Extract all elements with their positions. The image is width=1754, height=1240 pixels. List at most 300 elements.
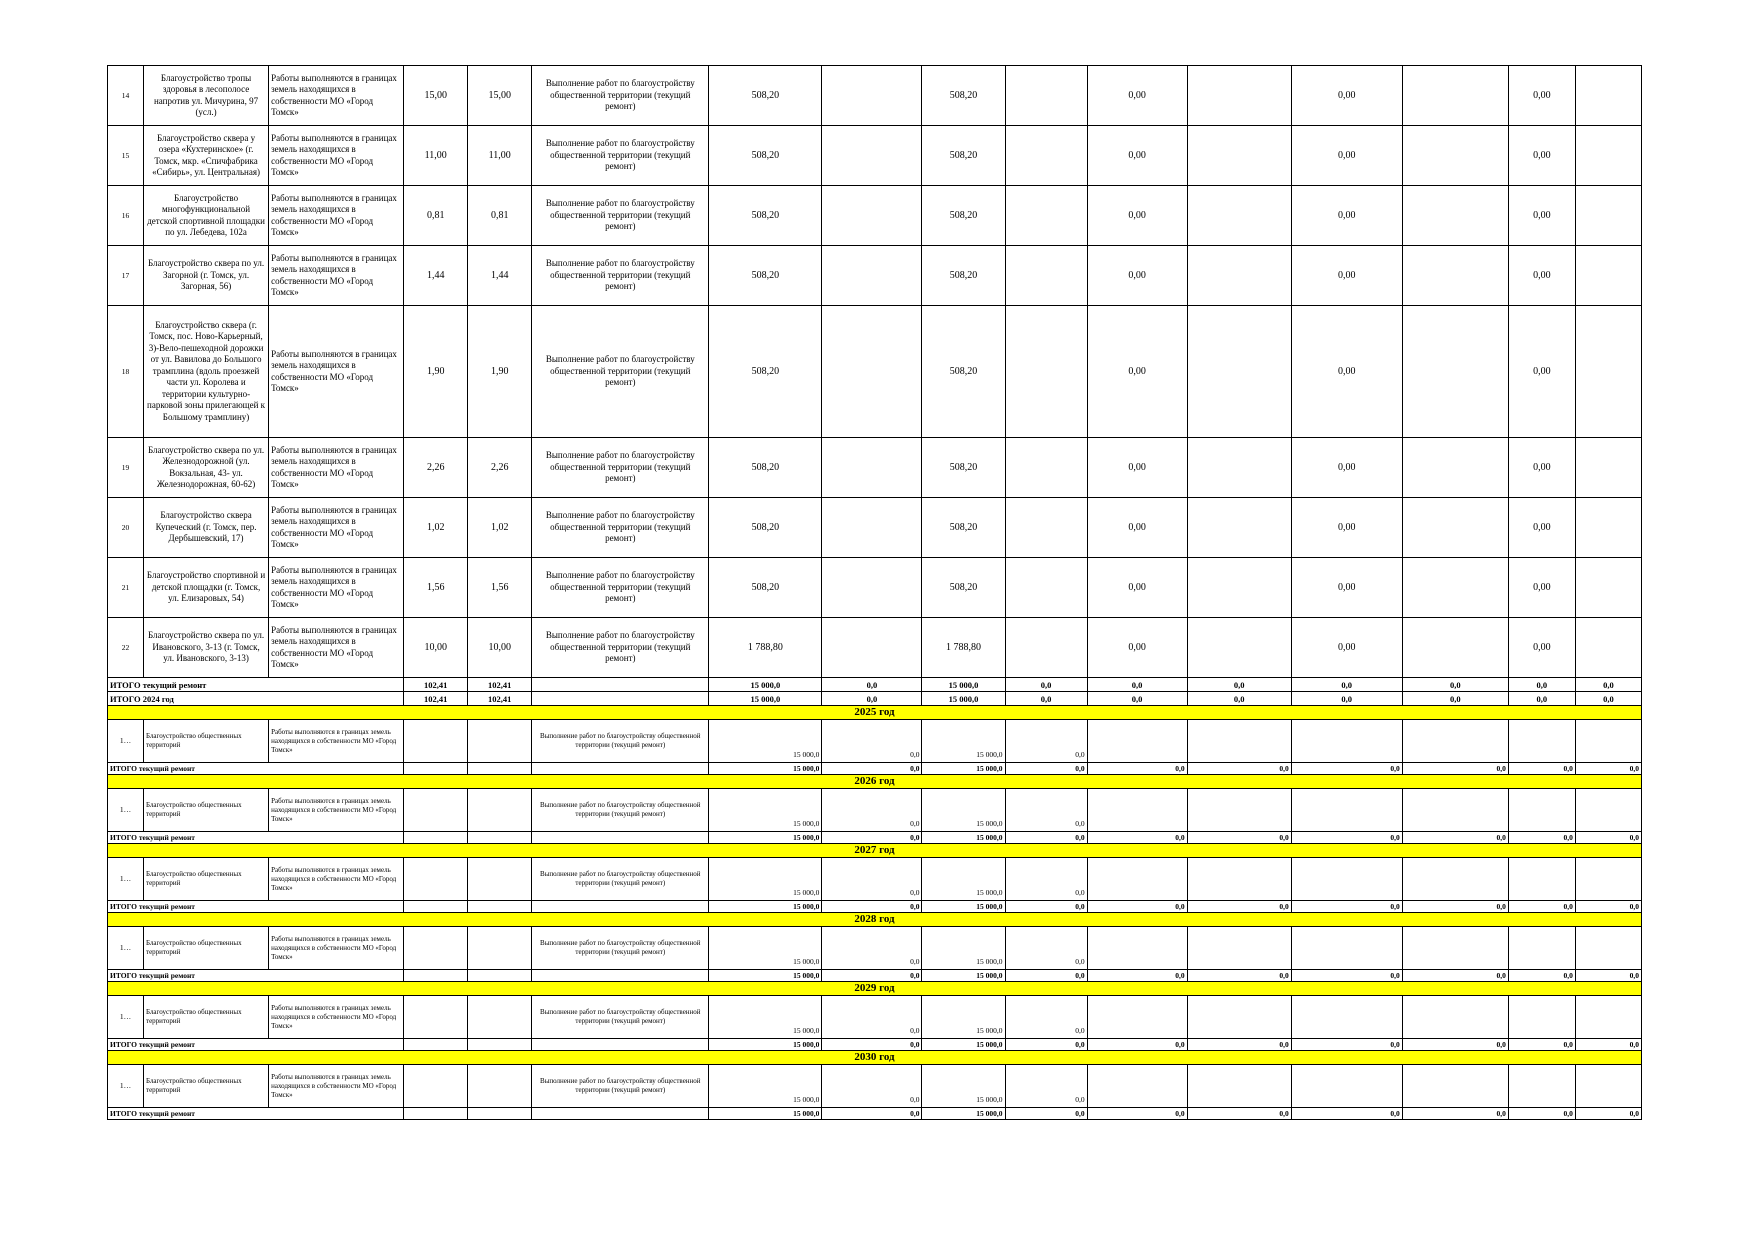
empty-cell xyxy=(1087,720,1187,763)
total-label-cell: ИТОГО текущий ремонт xyxy=(108,1108,404,1120)
empty-cell xyxy=(1575,1065,1641,1108)
funding-cell: 0,00 xyxy=(1087,498,1187,558)
row-number-cell: 1… xyxy=(108,858,144,901)
empty-cell xyxy=(1402,720,1508,763)
total-value-cell: 0,0 xyxy=(1291,1039,1402,1051)
empty-cell xyxy=(1291,858,1402,901)
empty-cell xyxy=(1187,789,1291,832)
total-value-cell: 0,0 xyxy=(1187,832,1291,844)
total-value-cell: 15 000,0 xyxy=(922,763,1005,775)
empty-cell xyxy=(1508,858,1575,901)
empty-cell xyxy=(468,996,532,1039)
row-number-cell: 15 xyxy=(108,126,144,186)
funding-cell: 0,00 xyxy=(1291,126,1402,186)
empty-cell xyxy=(532,678,709,692)
total-value-cell: 0,0 xyxy=(822,1108,922,1120)
funding-cell: 0,00 xyxy=(1291,186,1402,246)
total-cost-cell: 508,20 xyxy=(709,126,822,186)
total-value-cell: 15 000,0 xyxy=(922,832,1005,844)
total-value-cell: 0,0 xyxy=(1187,1108,1291,1120)
empty-cell xyxy=(1402,858,1508,901)
work-type-cell: Выполнение работ по благоустройству общественной территории (текущий ремонт) xyxy=(532,927,709,970)
total-cost-cell: 508,20 xyxy=(709,306,822,438)
empty-cell xyxy=(468,720,532,763)
empty-cell xyxy=(404,1039,468,1051)
empty-cell xyxy=(1575,306,1641,438)
empty-cell xyxy=(404,970,468,982)
funding-cell: 0,0 xyxy=(822,789,922,832)
total-area-cell: 102,41 xyxy=(404,692,468,706)
empty-cell xyxy=(404,789,468,832)
empty-cell xyxy=(1291,927,1402,970)
funding-cell: 15 000,0 xyxy=(922,789,1005,832)
empty-cell xyxy=(1575,558,1641,618)
work-type-cell: Выполнение работ по благоустройству общественной территории (текущий ремонт) xyxy=(532,246,709,306)
funding-cell: 508,20 xyxy=(922,66,1005,126)
row-number-cell: 18 xyxy=(108,306,144,438)
year-band-row xyxy=(108,982,1642,996)
total-value-cell: 0,0 xyxy=(1508,1039,1575,1051)
empty-cell xyxy=(1508,1065,1575,1108)
funding-cell: 0,00 xyxy=(1508,246,1575,306)
empty-cell xyxy=(404,927,468,970)
row-number-cell: 1… xyxy=(108,927,144,970)
budget-table-sheet xyxy=(107,65,1642,1120)
total-value-cell: 0,0 xyxy=(822,1039,922,1051)
funding-cell: 0,00 xyxy=(1508,618,1575,678)
total-cost-cell: 508,20 xyxy=(709,246,822,306)
total-value-cell: 0,0 xyxy=(1187,678,1291,692)
empty-cell xyxy=(1402,789,1508,832)
total-value-cell: 0,0 xyxy=(1575,901,1641,913)
area-cell: 1,56 xyxy=(404,558,468,618)
total-value-cell: 0,0 xyxy=(1575,1039,1641,1051)
object-name-cell: Благоустройство общественных территорий xyxy=(144,789,269,832)
empty-cell xyxy=(1508,789,1575,832)
object-name-cell: Благоустройство общественных территорий xyxy=(144,1065,269,1108)
total-value-cell: 15 000,0 xyxy=(709,692,822,706)
total-value-cell: 0,0 xyxy=(1402,901,1508,913)
object-name-cell: Благоустройство сквера по ул. Железнодорожной (ул. Вокзальная, 43- ул. Железнодорожная, 60-62) xyxy=(144,438,269,498)
table-row xyxy=(108,618,1642,678)
location-cell: Работы выполняются в границах земель находящихся в собственности МО «Город Томск» xyxy=(269,438,404,498)
row-number-cell: 1… xyxy=(108,720,144,763)
empty-cell xyxy=(468,1065,532,1108)
funding-cell: 0,00 xyxy=(1087,618,1187,678)
empty-cell xyxy=(1291,1065,1402,1108)
table-row xyxy=(108,186,1642,246)
area-cell: 2,26 xyxy=(468,438,532,498)
year-band: 2030 год xyxy=(108,1051,1642,1065)
funding-cell: 0,00 xyxy=(1291,498,1402,558)
total-repair-row xyxy=(108,901,1642,913)
work-type-cell: Выполнение работ по благоустройству общественной территории (текущий ремонт) xyxy=(532,438,709,498)
funding-cell: 15 000,0 xyxy=(709,927,822,970)
location-cell: Работы выполняются в границах земель находящихся в собственности МО «Город Томск» xyxy=(269,858,404,901)
empty-cell xyxy=(532,970,709,982)
empty-cell xyxy=(1187,246,1291,306)
area-cell: 0,81 xyxy=(468,186,532,246)
funding-cell: 0,00 xyxy=(1291,66,1402,126)
empty-cell xyxy=(1575,789,1641,832)
funding-cell: 0,00 xyxy=(1087,438,1187,498)
empty-cell xyxy=(1402,996,1508,1039)
funding-cell: 0,0 xyxy=(1005,996,1087,1039)
empty-cell xyxy=(1005,498,1087,558)
area-cell: 1,90 xyxy=(468,306,532,438)
work-type-cell: Выполнение работ по благоустройству общественной территории (текущий ремонт) xyxy=(532,66,709,126)
total-value-cell: 0,0 xyxy=(1005,1108,1087,1120)
empty-cell xyxy=(1087,996,1187,1039)
object-name-cell: Благоустройство сквера (г. Томск, пос. Ново-Карьерный, 3)-Вело-пешеходной дорожки от ул. Вавилова до Большого трамплина (вдоль проезжей части ул. Королева и территории культурно-парковой зоны прилегающей к Большому трамплину) xyxy=(144,306,269,438)
work-type-cell: Выполнение работ по благоустройству общественной территории (текущий ремонт) xyxy=(532,498,709,558)
total-value-cell: 0,0 xyxy=(1508,763,1575,775)
year-band: 2025 год xyxy=(108,706,1642,720)
total-value-cell: 15 000,0 xyxy=(709,763,822,775)
empty-cell xyxy=(532,1108,709,1120)
location-cell: Работы выполняются в границах земель находящихся в собственности МО «Город Томск» xyxy=(269,186,404,246)
total-label-cell: ИТОГО текущий ремонт xyxy=(108,901,404,913)
location-cell: Работы выполняются в границах земель находящихся в собственности МО «Город Томск» xyxy=(269,789,404,832)
year-band: 2028 год xyxy=(108,913,1642,927)
work-type-cell: Выполнение работ по благоустройству общественной территории (текущий ремонт) xyxy=(532,1065,709,1108)
funding-cell: 0,00 xyxy=(1508,66,1575,126)
total-value-cell: 0,0 xyxy=(1402,832,1508,844)
empty-cell xyxy=(1575,438,1641,498)
total-area-cell: 102,41 xyxy=(404,678,468,692)
total-value-cell: 15 000,0 xyxy=(922,692,1005,706)
location-cell: Работы выполняются в границах земель находящихся в собственности МО «Город Томск» xyxy=(269,996,404,1039)
empty-cell xyxy=(1187,720,1291,763)
location-cell: Работы выполняются в границах земель находящихся в собственности МО «Город Томск» xyxy=(269,498,404,558)
total-repair-row xyxy=(108,763,1642,775)
total-value-cell: 0,0 xyxy=(1575,678,1641,692)
empty-cell xyxy=(1187,618,1291,678)
empty-cell xyxy=(1575,720,1641,763)
row-number-cell: 1… xyxy=(108,789,144,832)
empty-cell xyxy=(404,996,468,1039)
empty-cell xyxy=(1402,246,1508,306)
object-name-cell: Благоустройство общественных территорий xyxy=(144,996,269,1039)
empty-cell xyxy=(468,763,532,775)
funding-cell: 15 000,0 xyxy=(709,1065,822,1108)
row-number-cell: 19 xyxy=(108,438,144,498)
funding-cell: 508,20 xyxy=(922,438,1005,498)
empty-cell xyxy=(1402,558,1508,618)
area-cell: 1,56 xyxy=(468,558,532,618)
empty-cell xyxy=(1291,789,1402,832)
table-row xyxy=(108,558,1642,618)
table-row xyxy=(108,246,1642,306)
empty-cell xyxy=(1402,1065,1508,1108)
total-value-cell: 0,0 xyxy=(1005,763,1087,775)
area-cell: 15,00 xyxy=(404,66,468,126)
total-value-cell: 0,0 xyxy=(1087,678,1187,692)
total-value-cell: 0,0 xyxy=(1005,692,1087,706)
object-name-cell: Благоустройство общественных территорий xyxy=(144,858,269,901)
total-value-cell: 15 000,0 xyxy=(922,1039,1005,1051)
empty-cell xyxy=(1402,126,1508,186)
year-band: 2027 год xyxy=(108,844,1642,858)
empty-cell xyxy=(1005,186,1087,246)
empty-cell xyxy=(468,1039,532,1051)
empty-cell xyxy=(1402,438,1508,498)
empty-cell xyxy=(1087,927,1187,970)
total-area-cell: 102,41 xyxy=(468,692,532,706)
funding-cell: 15 000,0 xyxy=(922,720,1005,763)
total-value-cell: 15 000,0 xyxy=(709,832,822,844)
total-value-cell: 0,0 xyxy=(1508,692,1575,706)
funding-cell: 0,0 xyxy=(822,996,922,1039)
empty-cell xyxy=(1508,927,1575,970)
total-value-cell: 0,0 xyxy=(1402,678,1508,692)
total-repair-row xyxy=(108,678,1642,692)
total-value-cell: 15 000,0 xyxy=(709,1039,822,1051)
empty-cell xyxy=(822,306,922,438)
total-value-cell: 0,0 xyxy=(1087,692,1187,706)
total-cost-cell: 508,20 xyxy=(709,438,822,498)
area-cell: 15,00 xyxy=(468,66,532,126)
total-value-cell: 0,0 xyxy=(1087,901,1187,913)
empty-cell xyxy=(1005,306,1087,438)
empty-cell xyxy=(1575,996,1641,1039)
empty-cell xyxy=(468,789,532,832)
empty-cell xyxy=(1187,186,1291,246)
empty-cell xyxy=(468,901,532,913)
area-cell: 1,02 xyxy=(404,498,468,558)
object-name-cell: Благоустройство общественных территорий xyxy=(144,927,269,970)
empty-cell xyxy=(404,1065,468,1108)
location-cell: Работы выполняются в границах земель находящихся в собственности МО «Город Томск» xyxy=(269,558,404,618)
empty-cell xyxy=(404,1108,468,1120)
table-row xyxy=(108,306,1642,438)
year-band-row xyxy=(108,913,1642,927)
empty-cell xyxy=(1005,246,1087,306)
empty-cell xyxy=(1087,858,1187,901)
total-value-cell: 0,0 xyxy=(1291,970,1402,982)
location-cell: Работы выполняются в границах земель находящихся в собственности МО «Город Томск» xyxy=(269,618,404,678)
empty-cell xyxy=(404,763,468,775)
empty-cell xyxy=(1402,927,1508,970)
total-value-cell: 0,0 xyxy=(822,763,922,775)
budget-table-body xyxy=(108,66,1642,1120)
empty-cell xyxy=(468,1108,532,1120)
total-value-cell: 0,0 xyxy=(1575,970,1641,982)
funding-cell: 0,00 xyxy=(1508,186,1575,246)
total-value-cell: 15 000,0 xyxy=(709,1108,822,1120)
empty-cell xyxy=(1508,720,1575,763)
funding-cell: 0,00 xyxy=(1291,438,1402,498)
total-value-cell: 0,0 xyxy=(1508,1108,1575,1120)
empty-cell xyxy=(1087,1065,1187,1108)
funding-cell: 0,0 xyxy=(822,858,922,901)
row-number-cell: 14 xyxy=(108,66,144,126)
table-row xyxy=(108,1065,1642,1108)
table-row xyxy=(108,438,1642,498)
total-cost-cell: 508,20 xyxy=(709,498,822,558)
empty-cell xyxy=(1187,438,1291,498)
total-value-cell: 15 000,0 xyxy=(922,1108,1005,1120)
total-value-cell: 0,0 xyxy=(1005,678,1087,692)
empty-cell xyxy=(1187,1065,1291,1108)
location-cell: Работы выполняются в границах земель находящихся в собственности МО «Город Томск» xyxy=(269,306,404,438)
total-label-cell: ИТОГО текущий ремонт xyxy=(108,678,404,692)
funding-cell: 0,0 xyxy=(1005,858,1087,901)
total-value-cell: 0,0 xyxy=(1187,970,1291,982)
funding-cell: 0,00 xyxy=(1291,246,1402,306)
empty-cell xyxy=(1575,858,1641,901)
funding-cell: 15 000,0 xyxy=(709,858,822,901)
empty-cell xyxy=(404,901,468,913)
work-type-cell: Выполнение работ по благоустройству общественной территории (текущий ремонт) xyxy=(532,858,709,901)
empty-cell xyxy=(1187,498,1291,558)
empty-cell xyxy=(822,246,922,306)
table-row xyxy=(108,66,1642,126)
funding-cell: 0,00 xyxy=(1291,618,1402,678)
empty-cell xyxy=(404,858,468,901)
total-value-cell: 0,0 xyxy=(1508,678,1575,692)
empty-cell xyxy=(1087,789,1187,832)
row-number-cell: 1… xyxy=(108,1065,144,1108)
area-cell: 2,26 xyxy=(404,438,468,498)
location-cell: Работы выполняются в границах земель находящихся в собственности МО «Город Томск» xyxy=(269,246,404,306)
location-cell: Работы выполняются в границах земель находящихся в собственности МО «Город Томск» xyxy=(269,720,404,763)
funding-cell: 508,20 xyxy=(922,246,1005,306)
total-value-cell: 0,0 xyxy=(1575,1108,1641,1120)
empty-cell xyxy=(1575,618,1641,678)
work-type-cell: Выполнение работ по благоустройству общественной территории (текущий ремонт) xyxy=(532,618,709,678)
empty-cell xyxy=(468,970,532,982)
empty-cell xyxy=(1187,126,1291,186)
area-cell: 11,00 xyxy=(404,126,468,186)
year-band-row xyxy=(108,706,1642,720)
empty-cell xyxy=(1575,246,1641,306)
empty-cell xyxy=(1187,858,1291,901)
location-cell: Работы выполняются в границах земель находящихся в собственности МО «Город Томск» xyxy=(269,66,404,126)
funding-cell: 0,00 xyxy=(1508,558,1575,618)
total-value-cell: 0,0 xyxy=(1291,832,1402,844)
funding-cell: 0,00 xyxy=(1087,186,1187,246)
area-cell: 10,00 xyxy=(404,618,468,678)
empty-cell xyxy=(468,858,532,901)
total-cost-cell: 508,20 xyxy=(709,186,822,246)
empty-cell xyxy=(1402,66,1508,126)
empty-cell xyxy=(822,66,922,126)
total-cost-cell: 508,20 xyxy=(709,66,822,126)
total-value-cell: 0,0 xyxy=(822,970,922,982)
year-band-row xyxy=(108,775,1642,789)
table-row xyxy=(108,126,1642,186)
table-row xyxy=(108,498,1642,558)
object-name-cell: Благоустройство сквера у озера «Кухтеринское» (г. Томск, мкр. «Спичфабрика «Сибирь», ул. Центральная) xyxy=(144,126,269,186)
funding-cell: 0,0 xyxy=(822,1065,922,1108)
total-value-cell: 0,0 xyxy=(1005,901,1087,913)
total-value-cell: 15 000,0 xyxy=(709,678,822,692)
total-value-cell: 0,0 xyxy=(1087,832,1187,844)
work-type-cell: Выполнение работ по благоустройству общественной территории (текущий ремонт) xyxy=(532,558,709,618)
year-band: 2029 год xyxy=(108,982,1642,996)
area-cell: 1,90 xyxy=(404,306,468,438)
table-row xyxy=(108,789,1642,832)
empty-cell xyxy=(532,832,709,844)
total-value-cell: 0,0 xyxy=(1005,1039,1087,1051)
table-row xyxy=(108,996,1642,1039)
total-value-cell: 0,0 xyxy=(1402,1039,1508,1051)
total-value-cell: 0,0 xyxy=(1575,832,1641,844)
total-value-cell: 15 000,0 xyxy=(709,970,822,982)
empty-cell xyxy=(1402,498,1508,558)
empty-cell xyxy=(1575,927,1641,970)
work-type-cell: Выполнение работ по благоустройству общественной территории (текущий ремонт) xyxy=(532,720,709,763)
empty-cell xyxy=(1005,558,1087,618)
total-value-cell: 0,0 xyxy=(822,692,922,706)
funding-cell: 0,00 xyxy=(1291,306,1402,438)
row-number-cell: 1… xyxy=(108,996,144,1039)
empty-cell xyxy=(1575,126,1641,186)
area-cell: 1,44 xyxy=(404,246,468,306)
empty-cell xyxy=(1575,186,1641,246)
location-cell: Работы выполняются в границах земель находящихся в собственности МО «Город Томск» xyxy=(269,1065,404,1108)
total-value-cell: 0,0 xyxy=(1402,970,1508,982)
empty-cell xyxy=(468,832,532,844)
total-value-cell: 15 000,0 xyxy=(922,678,1005,692)
total-value-cell: 0,0 xyxy=(1087,1108,1187,1120)
total-value-cell: 0,0 xyxy=(1187,692,1291,706)
total-value-cell: 0,0 xyxy=(822,901,922,913)
empty-cell xyxy=(1402,618,1508,678)
funding-cell: 15 000,0 xyxy=(709,789,822,832)
total-value-cell: 15 000,0 xyxy=(709,901,822,913)
funding-cell: 0,00 xyxy=(1508,126,1575,186)
location-cell: Работы выполняются в границах земель находящихся в собственности МО «Город Томск» xyxy=(269,927,404,970)
funding-cell: 0,00 xyxy=(1291,558,1402,618)
empty-cell xyxy=(1575,498,1641,558)
empty-cell xyxy=(1187,66,1291,126)
total-repair-row xyxy=(108,1039,1642,1051)
total-label-cell: ИТОГО 2024 год xyxy=(108,692,404,706)
empty-cell xyxy=(1402,306,1508,438)
work-type-cell: Выполнение работ по благоустройству общественной территории (текущий ремонт) xyxy=(532,186,709,246)
empty-cell xyxy=(1005,126,1087,186)
empty-cell xyxy=(822,618,922,678)
row-number-cell: 16 xyxy=(108,186,144,246)
total-value-cell: 0,0 xyxy=(1005,970,1087,982)
total-label-cell: ИТОГО текущий ремонт xyxy=(108,763,404,775)
location-cell: Работы выполняются в границах земель находящихся в собственности МО «Город Томск» xyxy=(269,126,404,186)
area-cell: 1,44 xyxy=(468,246,532,306)
funding-cell: 508,20 xyxy=(922,126,1005,186)
table-row xyxy=(108,720,1642,763)
empty-cell xyxy=(404,832,468,844)
table-row xyxy=(108,858,1642,901)
object-name-cell: Благоустройство тропы здоровья в лесополосе напротив ул. Мичурина, 97 (усл.) xyxy=(144,66,269,126)
total-cost-cell: 1 788,80 xyxy=(709,618,822,678)
funding-cell: 15 000,0 xyxy=(709,720,822,763)
empty-cell xyxy=(1005,618,1087,678)
row-number-cell: 17 xyxy=(108,246,144,306)
total-value-cell: 0,0 xyxy=(1291,1108,1402,1120)
funding-cell: 0,00 xyxy=(1087,126,1187,186)
object-name-cell: Благоустройство спортивной и детской площадки (г. Томск, ул. Елизаровых, 54) xyxy=(144,558,269,618)
funding-cell: 508,20 xyxy=(922,306,1005,438)
funding-cell: 15 000,0 xyxy=(922,858,1005,901)
total-value-cell: 0,0 xyxy=(1187,763,1291,775)
empty-cell xyxy=(822,126,922,186)
empty-cell xyxy=(822,558,922,618)
funding-cell: 0,00 xyxy=(1087,306,1187,438)
funding-cell: 15 000,0 xyxy=(922,1065,1005,1108)
year-band: 2026 год xyxy=(108,775,1642,789)
